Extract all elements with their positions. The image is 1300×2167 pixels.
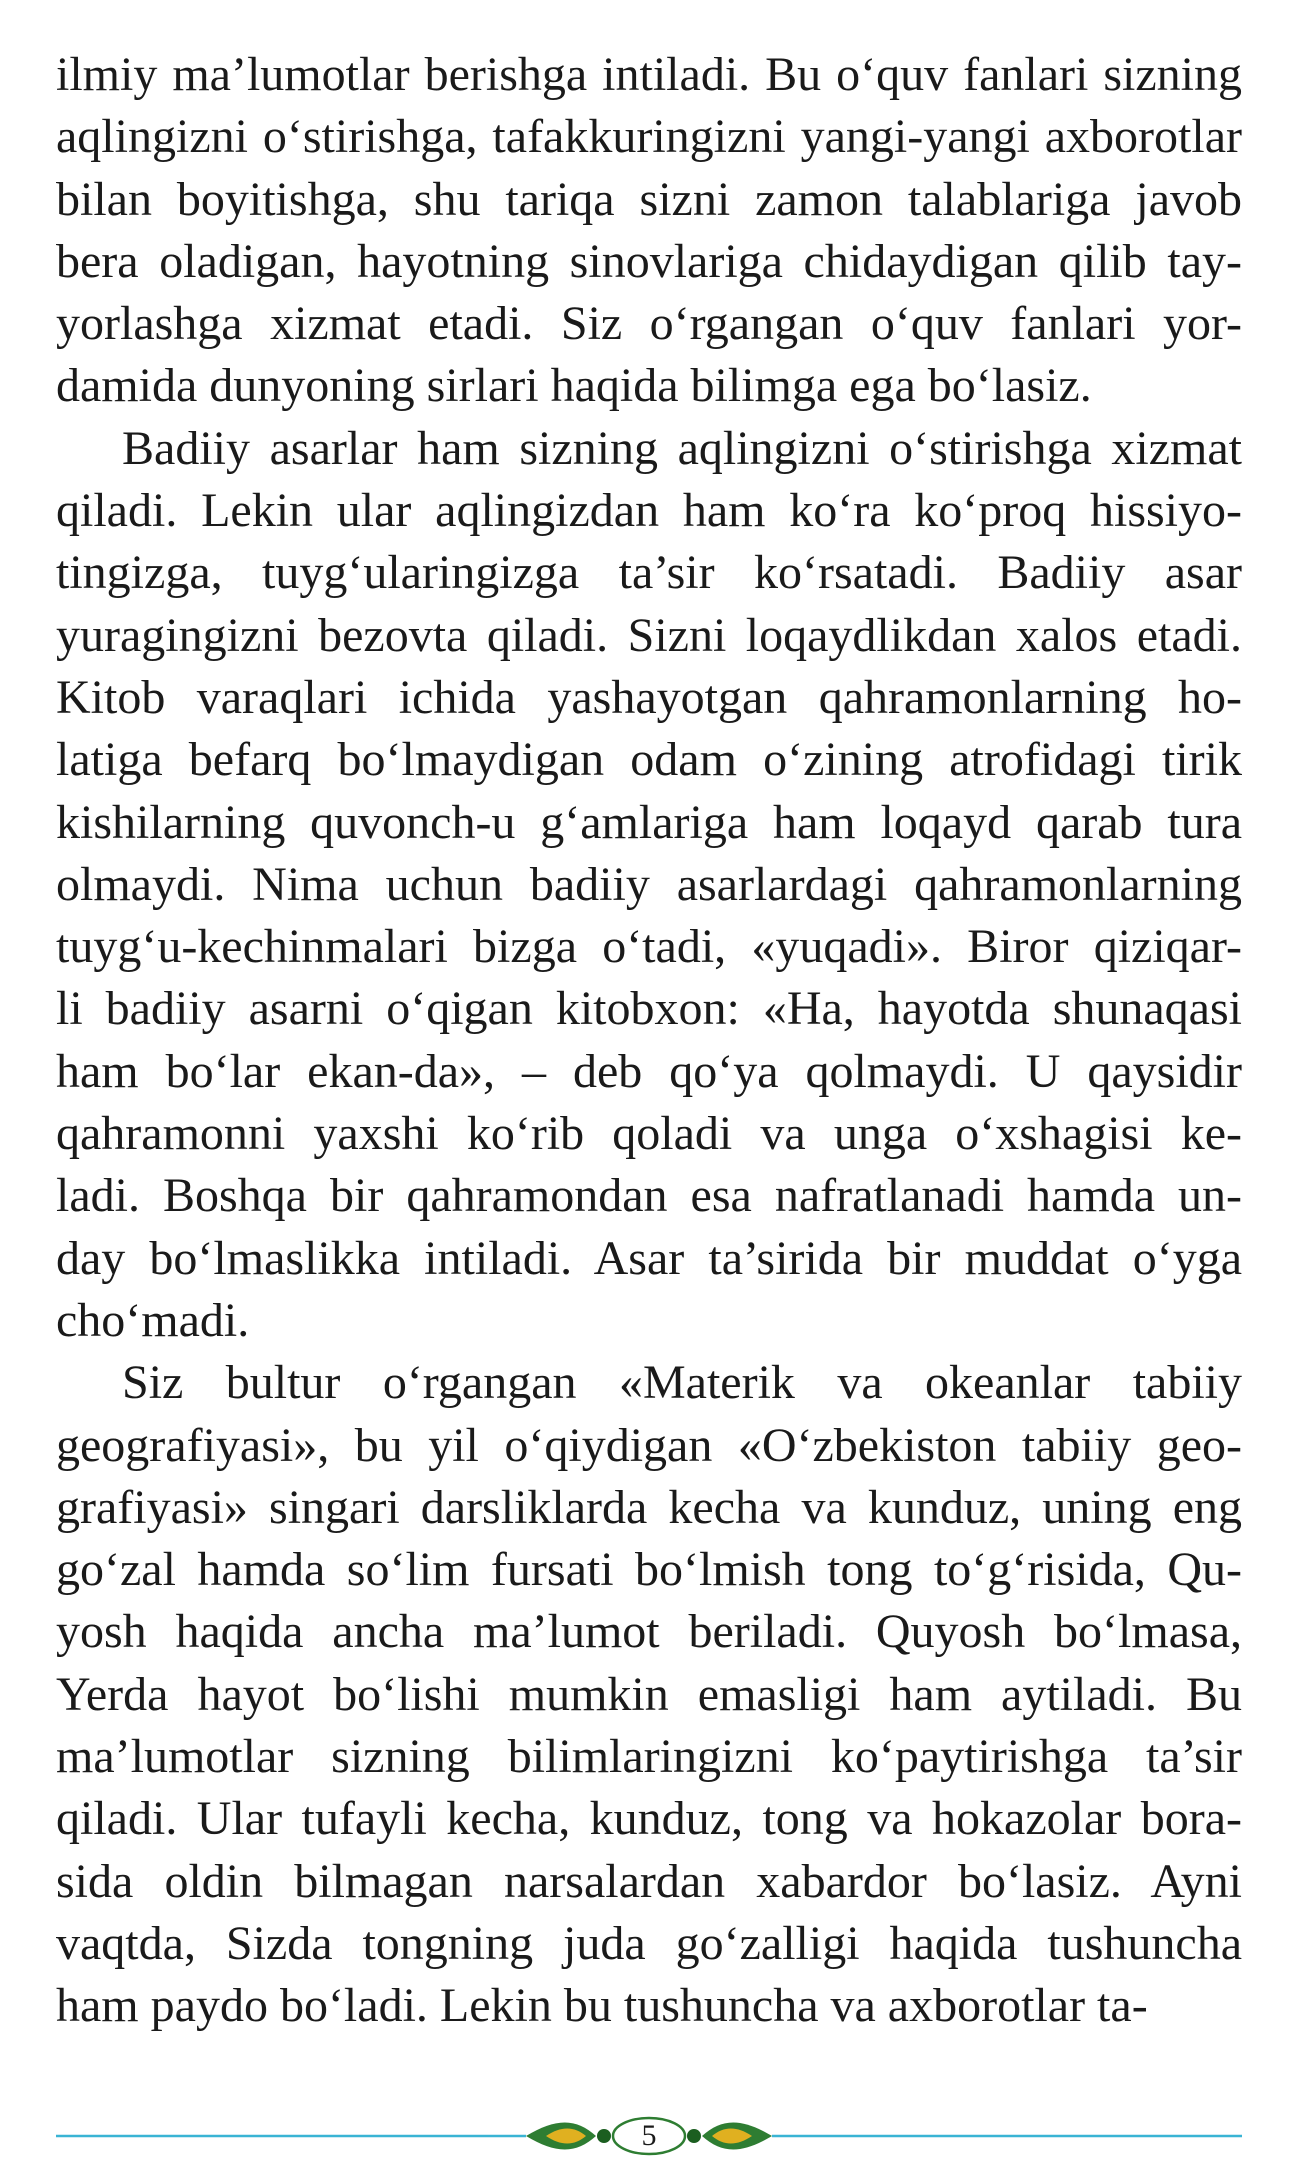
paragraph xyxy=(56,44,1242,418)
text-line: yosh haqida ancha ma’lumot beriladi. Quyosh bo‘lmasa, xyxy=(56,1605,1242,1659)
text-line: Badiiy asarlar ham sizning aqlingizni o‘stirishga xizmat xyxy=(122,421,1242,475)
page-text xyxy=(56,44,1242,2038)
text-line: kishilarning quvonch-u g‘amlariga ham loqayd qarab tura xyxy=(56,795,1242,849)
text-line: sida oldin bilmagan narsalardan xabardor bo‘lasiz. Ayni xyxy=(56,1854,1242,1908)
text-line: Siz bultur o‘rgangan «Materik va okeanlar tabiiy xyxy=(122,1356,1242,1410)
text-line: ladi. Boshqa bir qahramondan esa nafratlanadi hamda un- xyxy=(56,1169,1242,1223)
text-line: tuyg‘u-kechinmalari bizga o‘tadi, «yuqadi». Biror qiziqar- xyxy=(56,920,1242,974)
text-line: ma’lumotlar sizning bilimlaringizni ko‘paytirishga ta’sir xyxy=(56,1730,1242,1784)
text-line: yuragingizni bezovta qiladi. Sizni loqaydlikdan xalos etadi. xyxy=(56,608,1242,662)
text-line: olmaydi. Nima uchun badiiy asarlardagi qahramonlarning xyxy=(56,857,1242,911)
text-line: Yerda hayot bo‘lishi mumkin emasligi ham aytiladi. Bu xyxy=(56,1667,1242,1721)
paragraph xyxy=(56,418,1242,1352)
text-line: latiga befarq bo‘lmaydigan odam o‘zining atrofidagi tirik xyxy=(56,733,1242,787)
text-line: qiladi. Ular tufayli kecha, kunduz, tong va hokazolar bora- xyxy=(56,1792,1242,1846)
text-line: Kitob varaqlari ichida yashayotgan qahramonlarning ho- xyxy=(56,670,1242,724)
text-line: ham paydo bo‘ladi. Lekin bu tushuncha va axborotlar ta- xyxy=(56,1979,1148,2033)
text-line: bilan boyitishga, shu tariqa sizni zamon talablariga javob xyxy=(56,172,1242,226)
text-line: geografiyasi», bu yil o‘qiydigan «O‘zbekiston tabiiy geo- xyxy=(56,1418,1242,1472)
text-line: vaqtda, Sizda tongning juda go‘zalligi haqida tushuncha xyxy=(56,1916,1242,1970)
text-line: ilmiy ma’lumotlar berishga intiladi. Bu o‘quv fanlari sizning xyxy=(56,48,1242,101)
text-line: ham bo‘lar ekan-da», – deb qo‘ya qolmaydi. U qaysidir xyxy=(56,1044,1242,1098)
text-line: tingizga, tuyg‘ularingizga ta’sir ko‘rsatadi. Badiiy asar xyxy=(56,546,1242,600)
paragraph xyxy=(56,1352,1242,2037)
text-line: bera oladigan, hayotning sinovlariga chidaydigan qilib tay- xyxy=(56,234,1242,288)
text-line: qiladi. Lekin ular aqlingizdan ham ko‘ra ko‘proq hissiyo- xyxy=(56,484,1242,538)
page-footer xyxy=(56,2112,1242,2162)
text-line: li badiiy asarni o‘qigan kitobxon: «Ha, hayotda shunaqasi xyxy=(56,982,1242,1036)
page-number: 5 xyxy=(641,2119,657,2152)
text-line: yorlashga xizmat etadi. Siz o‘rgangan o‘quv fanlari yor- xyxy=(56,297,1242,351)
text-line: day bo‘lmaslikka intiladi. Asar ta’sirida bir muddat o‘yga xyxy=(56,1231,1242,1285)
text-line: grafiyasi» singari darsliklarda kecha va kunduz, uning eng xyxy=(56,1480,1242,1534)
text-line: cho‘madi. xyxy=(56,1293,250,1347)
text-line: qahramonni yaxshi ko‘rib qoladi va unga o‘xshagisi ke- xyxy=(56,1107,1242,1161)
text-line: aqlingizni o‘stirishga, tafakkuringizni yangi-yangi axborotlar xyxy=(56,110,1242,164)
text-line: damida dunyoning sirlari haqida bilimga ega bo‘lasiz. xyxy=(56,359,1092,413)
text-line: go‘zal hamda so‘lim fursati bo‘lmish tong to‘g‘risida, Qu- xyxy=(56,1543,1242,1597)
